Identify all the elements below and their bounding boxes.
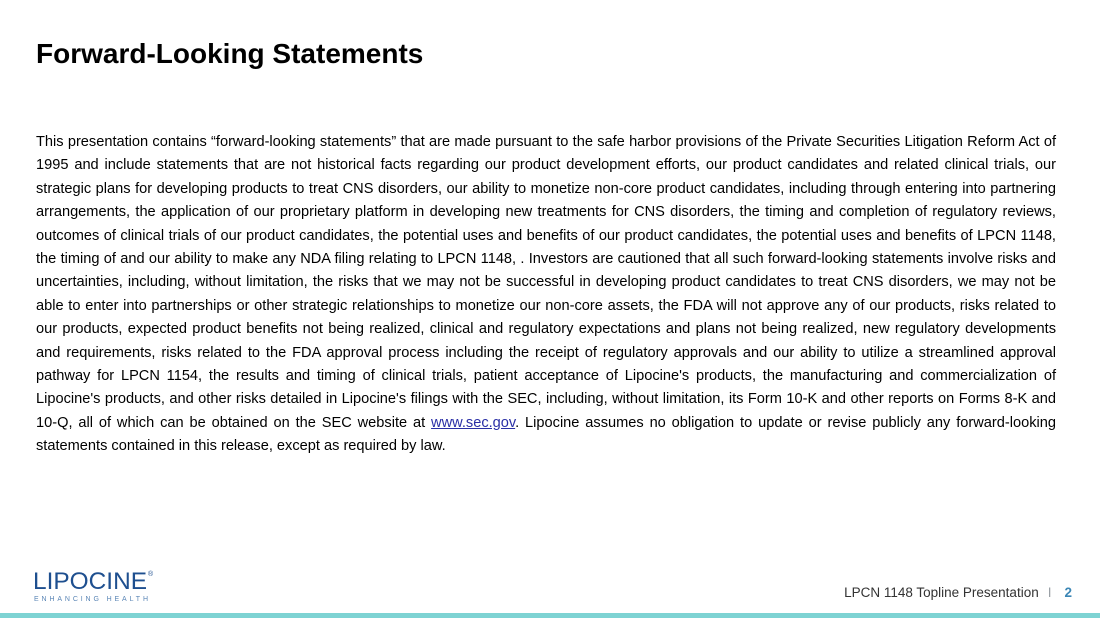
sec-website-link[interactable]: www.sec.gov xyxy=(431,414,516,431)
bottom-accent-bar xyxy=(0,613,1100,618)
logo-registered-mark: ® xyxy=(148,571,154,578)
disclaimer-text-before-link: This presentation contains “forward-looking statements” that are made pursuant to the safe harbor provisions of the Private Securities Litigation Reform Act of 1995 and include statements that are not historical facts regarding our product development efforts, our product candidates and related clinical trials, our strategic plans for developing products to treat CNS disorders, our ability to monetize non-core product candidates, including through entering into partnering arrangements, the application of our proprietary platform in developing new treatments for CNS disorders, the timing and completion of regulatory reviews, outcomes of clinical trials of our product candidates, the potential uses and benefits of our product candidates, the potential uses and benefits of LPCN 1148, the timing of and our ability to make any NDA filing relating to LPCN 1148, . Investors are cautioned that all such forward-looking statements involve risks and uncertainties, including, without limitation, the risks that we may not be successful in developing product candidates to treat CNS disorders, we may not be able to enter into partnerships or other strategic relationships to monetize our non-core assets, the FDA will not approve any of our products, risks related to our products, expected product benefits not being realized, clinical and regulatory expectations and plans not being realized, new regulatory developments and requirements, risks related to the FDA approval process including the receipt of regulatory approvals and our ability to utilize a streamlined approval pathway for LPCN 1154, the results and timing of clinical trials, patient acceptance of Lipocine's products, the manufacturing and commercialization of Lipocine's products, and other risks detailed in Lipocine's filings with the SEC, including, without limitation, its Form 10-K and other reports on Forms 8-K and 10-Q, all of which can be obtained on the SEC website at xyxy=(36,134,1056,431)
logo-tagline: ENHANCING HEALTH xyxy=(34,596,148,603)
logo-wordmark: LIPOCINE xyxy=(33,568,147,595)
presentation-name: LPCN 1148 Topline Presentation xyxy=(844,585,1039,600)
page-number: 2 xyxy=(1064,585,1072,600)
slide-footer xyxy=(844,585,1072,600)
lipocine-logo xyxy=(33,566,158,606)
footer-separator: I xyxy=(1047,585,1052,600)
slide-title: Forward-Looking Statements xyxy=(36,38,424,69)
disclaimer-text-after-link: . Lipocine assumes no obligation to update or revise publicly any forward-looking statements contained in this release, except as required by law. xyxy=(36,414,1056,455)
disclaimer-paragraph xyxy=(36,131,1056,459)
